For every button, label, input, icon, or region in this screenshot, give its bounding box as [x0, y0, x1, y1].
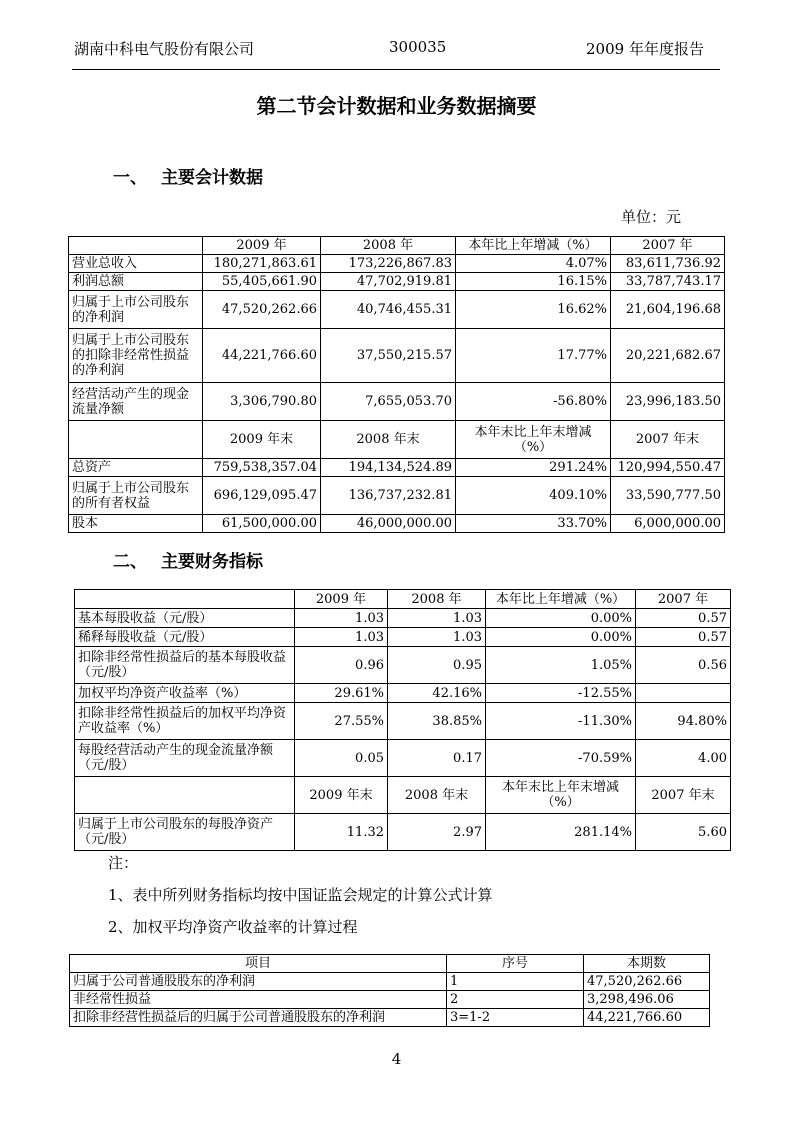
header-cell: 本年比上年增减（%） — [456, 237, 611, 255]
table-header-row — [75, 777, 731, 814]
cell: 55,405,661.90 — [203, 273, 321, 291]
cell: -12.55% — [486, 684, 636, 703]
table-row — [75, 703, 731, 740]
cell: 4.00 — [636, 740, 731, 777]
cell: -70.59% — [486, 740, 636, 777]
cell: 37,550,215.57 — [321, 329, 456, 383]
cell: 0.96 — [295, 647, 388, 684]
cell: 7,655,053.70 — [321, 383, 456, 421]
cell: 33.70% — [456, 515, 611, 533]
cell: 46,000,000.00 — [321, 515, 456, 533]
cell: 0.57 — [636, 609, 731, 628]
header-stock-code: 300035 — [389, 38, 447, 56]
row-label: 经营活动产生的现金流量净额 — [69, 383, 203, 421]
header-cell: 2009 年末 — [295, 777, 388, 814]
cell — [636, 684, 731, 703]
header-cell: 2008 年 — [388, 590, 486, 609]
cell: 136,737,232.81 — [321, 477, 456, 515]
cell: 47,520,262.66 — [584, 973, 710, 991]
cell: 2.97 — [388, 814, 486, 851]
header-cell: 2009 年 — [203, 237, 321, 255]
cell: 33,590,777.50 — [611, 477, 725, 515]
header-cell: 2007 年 — [611, 237, 725, 255]
cell: 4.07% — [456, 255, 611, 273]
cell: 0.00% — [486, 609, 636, 628]
header-cell — [69, 237, 203, 255]
cell: 1.03 — [295, 609, 388, 628]
row-label: 归属于上市公司股东的所有者权益 — [69, 477, 203, 515]
financial-indicators-table — [74, 589, 731, 851]
header-cell: 2009 年 — [295, 590, 388, 609]
cell: 1.03 — [388, 609, 486, 628]
row-label: 归属于上市公司股东的净利润 — [69, 291, 203, 329]
cell: 47,520,262.66 — [203, 291, 321, 329]
row-label: 扣除非经营性损益后的归属于公司普通股股东的净利润 — [70, 1009, 447, 1027]
row-label: 归属于公司普通股股东的净利润 — [70, 973, 447, 991]
cell: 21,604,196.68 — [611, 291, 725, 329]
cell: 2 — [447, 991, 584, 1009]
cell: 0.05 — [295, 740, 388, 777]
header-cell: 本年比上年增减（%） — [486, 590, 636, 609]
header-cell: 项目 — [70, 955, 447, 973]
header-cell: 本年末比上年末增减（%） — [486, 777, 636, 814]
cell: 180,271,863.61 — [203, 255, 321, 273]
table-header-row — [69, 421, 725, 459]
table-row — [75, 609, 731, 628]
row-label: 扣除非经常性损益后的加权平均净资产收益率（%） — [75, 703, 295, 740]
cell: 40,746,455.31 — [321, 291, 456, 329]
cell: 120,994,550.47 — [611, 459, 725, 477]
cell: 83,611,736.92 — [611, 255, 725, 273]
cell: 33,787,743.17 — [611, 273, 725, 291]
page-number: 4 — [391, 1050, 402, 1068]
cell: 47,702,919.81 — [321, 273, 456, 291]
section2-heading: 主要财务指标 — [161, 552, 263, 572]
cell: 696,129,095.47 — [203, 477, 321, 515]
header-cell: 2007 年末 — [611, 421, 725, 459]
row-label: 归属于上市公司股东的每股净资产（元/股） — [75, 814, 295, 851]
cell: 44,221,766.60 — [584, 1009, 710, 1027]
header-cell: 2008 年末 — [388, 777, 486, 814]
table-row — [75, 628, 731, 647]
cell: 0.56 — [636, 647, 731, 684]
header-cell: 2007 年 — [636, 590, 731, 609]
cell: 16.15% — [456, 273, 611, 291]
row-label: 股本 — [69, 515, 203, 533]
header-cell — [69, 421, 203, 459]
cell: 1 — [447, 973, 584, 991]
cell: 409.10% — [456, 477, 611, 515]
table-row — [69, 291, 725, 329]
cell: 0.95 — [388, 647, 486, 684]
unit-label: 单位：元 — [621, 208, 682, 226]
header-cell — [75, 590, 295, 609]
cell: 759,538,357.04 — [203, 459, 321, 477]
row-label: 总资产 — [69, 459, 203, 477]
table-row — [70, 991, 710, 1009]
header-cell: 本期数 — [584, 955, 710, 973]
table-row — [70, 973, 710, 991]
cell: 44,221,766.60 — [203, 329, 321, 383]
section2-number: 二、 — [113, 552, 147, 572]
row-label: 归属于上市公司股东的扣除非经常性损益的净利润 — [69, 329, 203, 383]
cell: 20,221,682.67 — [611, 329, 725, 383]
cell: 0.17 — [388, 740, 486, 777]
header-company: 湖南中科电气股份有限公司 — [74, 40, 255, 58]
cell: 1.03 — [295, 628, 388, 647]
note-1: 1、表中所列财务指标均按中国证监会规定的计算公式计算 — [108, 886, 493, 904]
cell: 94.80% — [636, 703, 731, 740]
cell: 6,000,000.00 — [611, 515, 725, 533]
cell: 42.16% — [388, 684, 486, 703]
section1-heading: 主要会计数据 — [161, 168, 263, 188]
cell: 194,134,524.89 — [321, 459, 456, 477]
row-label: 非经常性损益 — [70, 991, 447, 1009]
cell: 281.14% — [486, 814, 636, 851]
table-header-row — [69, 237, 725, 255]
note-2: 2、加权平均净资产收益率的计算过程 — [108, 918, 358, 936]
header-cell — [75, 777, 295, 814]
table-row — [70, 1009, 710, 1027]
cell: 23,996,183.50 — [611, 383, 725, 421]
header-cell: 2007 年末 — [636, 777, 731, 814]
cell: -11.30% — [486, 703, 636, 740]
cell: 3,298,496.06 — [584, 991, 710, 1009]
cell: 16.62% — [456, 291, 611, 329]
header-report-title: 2009 年年度报告 — [586, 40, 704, 58]
notes-label: 注： — [108, 854, 139, 872]
cell: 3,306,790.80 — [203, 383, 321, 421]
table-row — [75, 647, 731, 684]
cell: 27.55% — [295, 703, 388, 740]
cell: 173,226,867.83 — [321, 255, 456, 273]
cell: 11.32 — [295, 814, 388, 851]
cell: 1.03 — [388, 628, 486, 647]
table-row — [69, 477, 725, 515]
cell: 291.24% — [456, 459, 611, 477]
row-label: 稀释每股收益（元/股） — [75, 628, 295, 647]
header-divider — [72, 69, 720, 70]
cell: 3=1-2 — [447, 1009, 584, 1027]
accounting-data-table — [68, 236, 725, 533]
header-cell: 本年末比上年末增减（%） — [456, 421, 611, 459]
cell: 5.60 — [636, 814, 731, 851]
cell: 61,500,000.00 — [203, 515, 321, 533]
table-row — [69, 329, 725, 383]
header-cell: 2008 年 — [321, 237, 456, 255]
row-label: 营业总收入 — [69, 255, 203, 273]
table-row — [75, 740, 731, 777]
table-row — [75, 814, 731, 851]
table-row — [69, 515, 725, 533]
cell: 0.57 — [636, 628, 731, 647]
row-label: 扣除非经常性损益后的基本每股收益（元/股） — [75, 647, 295, 684]
table-row — [69, 459, 725, 477]
cell: 1.05% — [486, 647, 636, 684]
cell: 29.61% — [295, 684, 388, 703]
table-header-row — [70, 955, 710, 973]
table-row — [69, 273, 725, 291]
cell: -56.80% — [456, 383, 611, 421]
cell: 0.00% — [486, 628, 636, 647]
row-label: 加权平均净资产收益率（%） — [75, 684, 295, 703]
page-title: 第二节会计数据和业务数据摘要 — [256, 94, 537, 118]
row-label: 基本每股收益（元/股） — [75, 609, 295, 628]
header-cell: 2009 年末 — [203, 421, 321, 459]
table-row — [75, 684, 731, 703]
cell: 38.85% — [388, 703, 486, 740]
section1-number: 一、 — [113, 168, 147, 188]
cell: 17.77% — [456, 329, 611, 383]
table-row — [69, 383, 725, 421]
row-label: 每股经营活动产生的现金流量净额（元/股） — [75, 740, 295, 777]
row-label: 利润总额 — [69, 273, 203, 291]
header-cell: 2008 年末 — [321, 421, 456, 459]
header-cell: 序号 — [447, 955, 584, 973]
table-row — [69, 255, 725, 273]
roe-calculation-table — [69, 954, 710, 1027]
table-header-row — [75, 590, 731, 609]
